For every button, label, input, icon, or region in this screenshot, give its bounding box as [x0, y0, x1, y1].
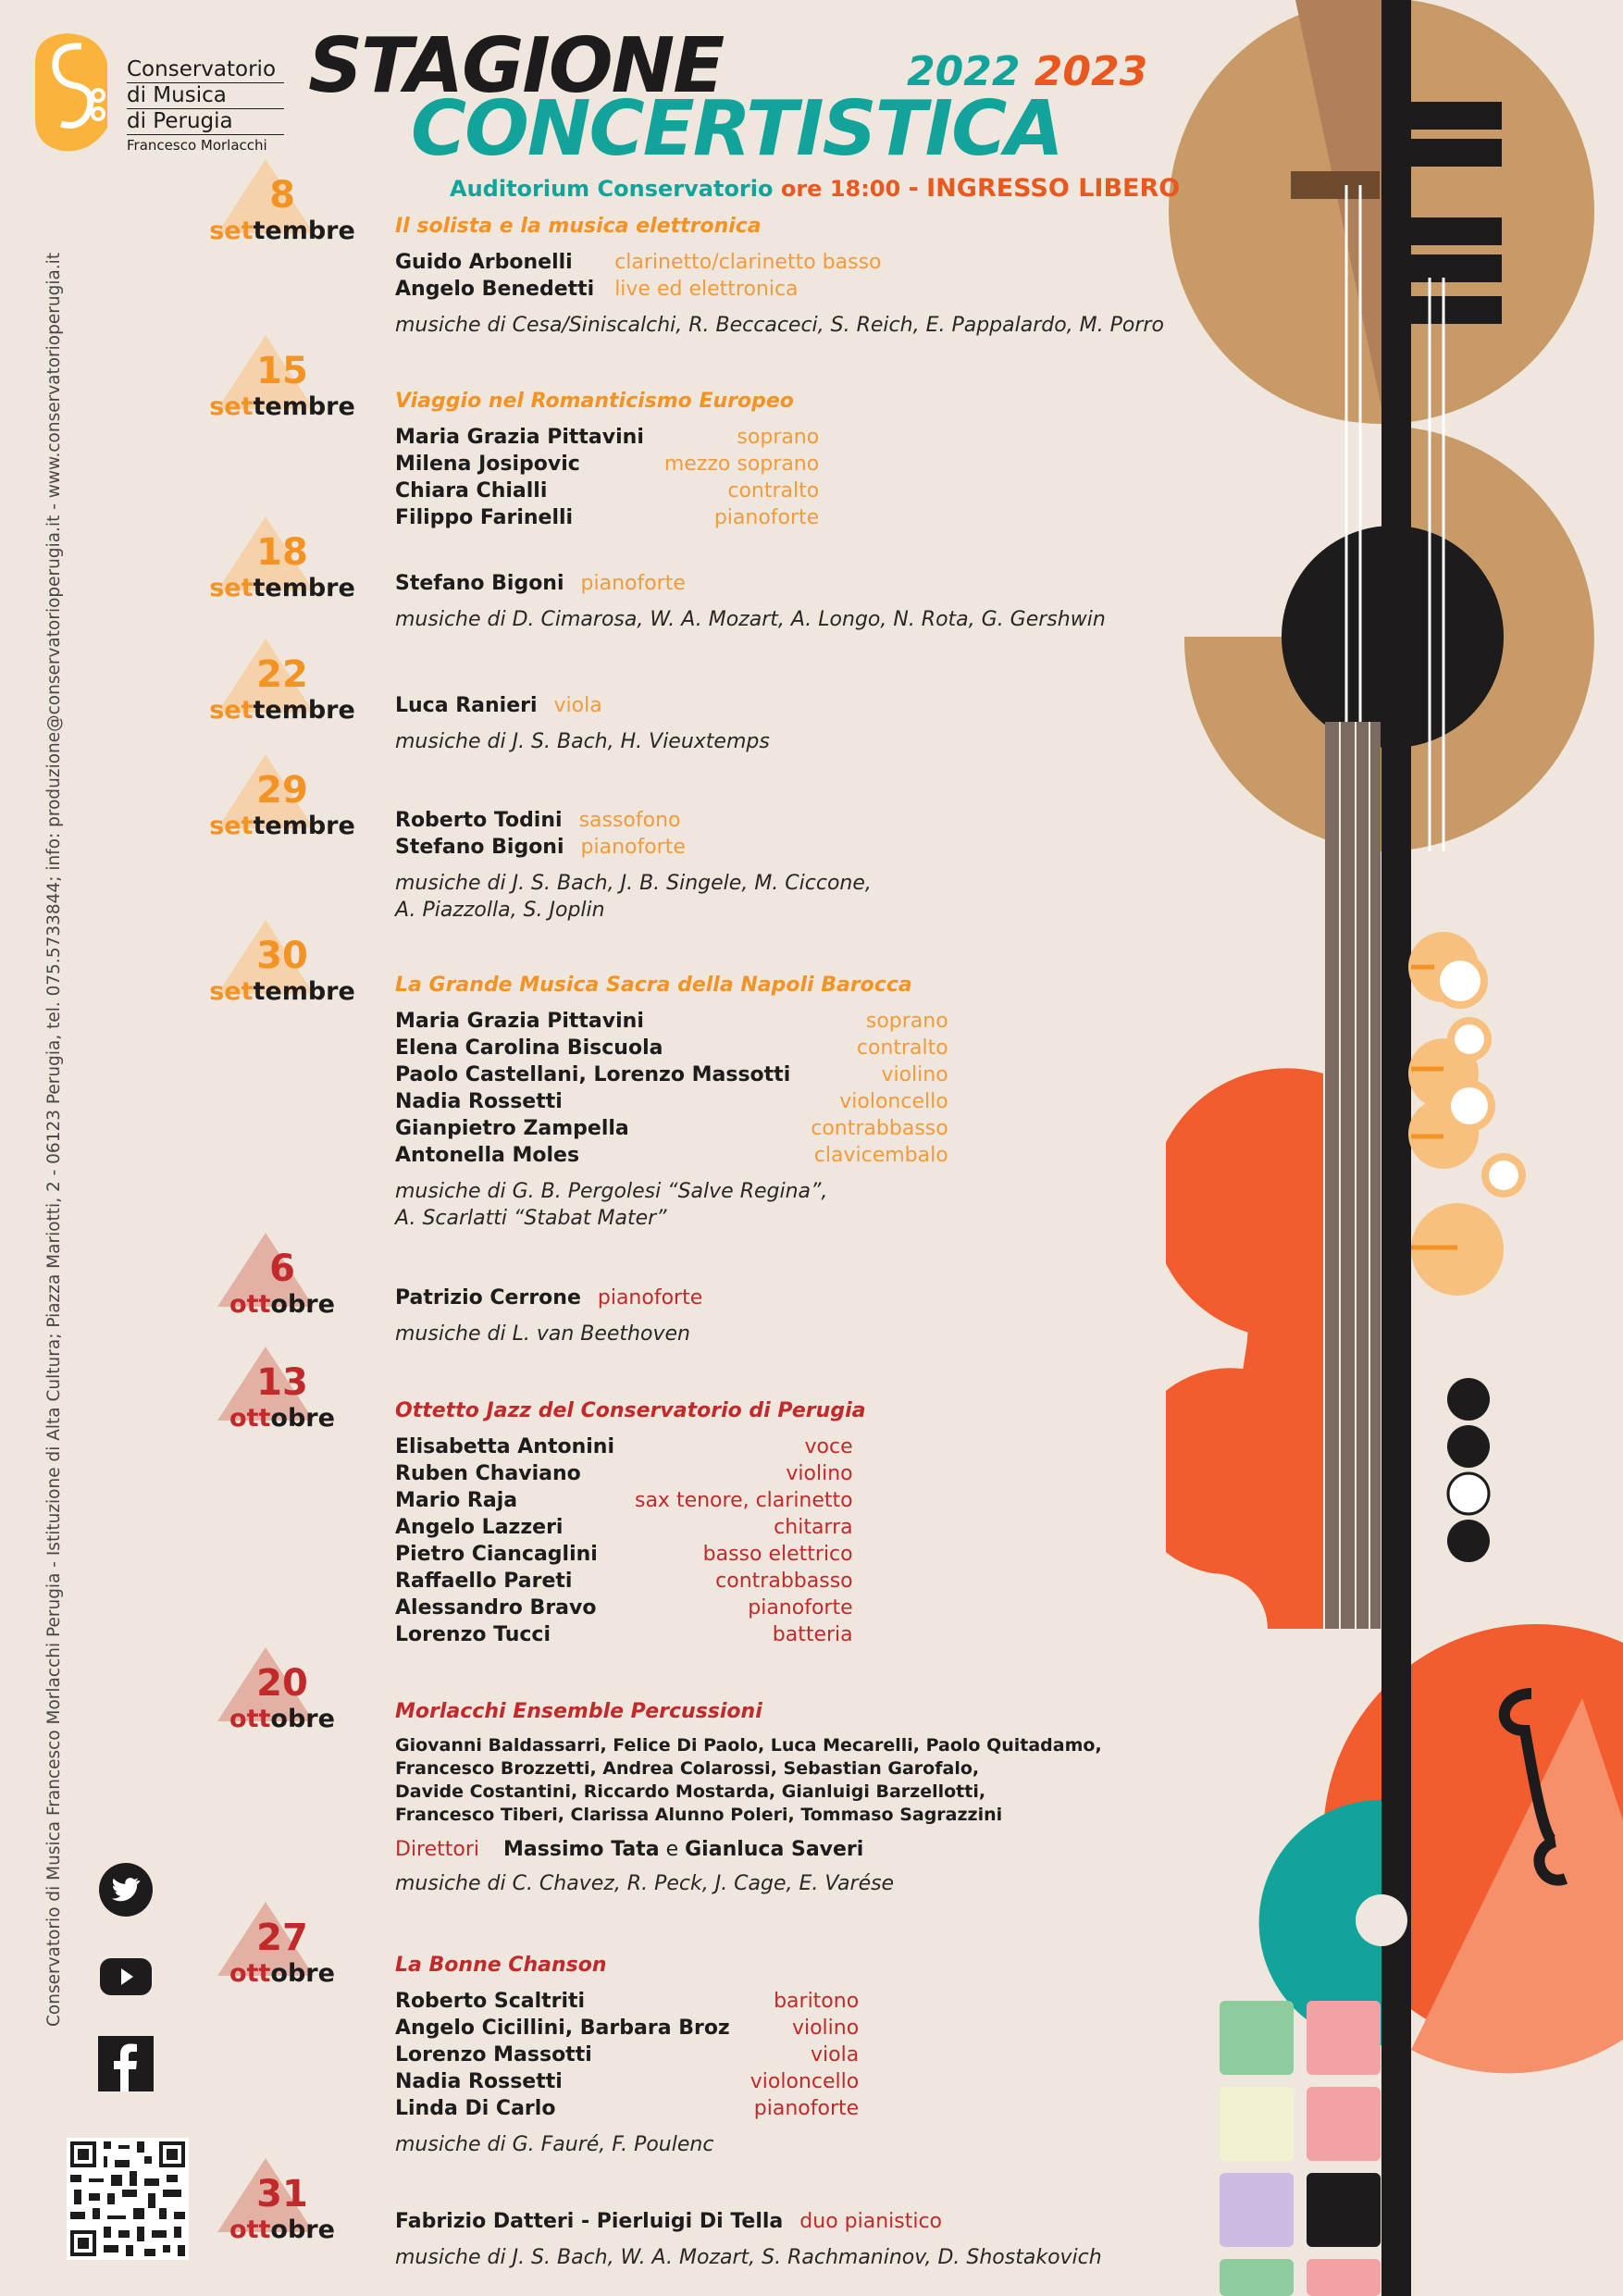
- performer-name: Lorenzo Tucci: [395, 1623, 551, 1646]
- event-title: Ottetto Jazz del Conservatorio di Perugia: [395, 1399, 866, 1422]
- date-badge: 29 settembre: [208, 754, 356, 856]
- performer-name: Lorenzo Massotti: [395, 2043, 592, 2066]
- sidebar-contact-text: Conservatorio di Musica Francesco Morlacchi Perugia - Istituzione di Alta Cultura; Piazza Mariotti, 2 - 06123 Perugia, tel. 075.5733844; info: produzione@conservatorioperugia.it - www.conservatorioperugia.it: [44, 252, 64, 2027]
- logo-text: [127, 57, 284, 155]
- music-program: musiche di Cesa/Siniscalchi, R. Beccaceci, S. Reich, E. Pappalardo, M. Porro: [395, 314, 1164, 337]
- performer-instrument: live ed elettronica: [614, 278, 799, 301]
- facebook-icon[interactable]: [98, 2036, 154, 2091]
- performer-instrument: clavicembalo: [813, 1144, 948, 1167]
- music-program: musiche di J. S. Bach, J. B. Singele, M. Ciccone, A. Piazzolla, S. Joplin: [395, 872, 872, 922]
- music-program: musiche di J. S. Bach, H. Vieuxtemps: [395, 730, 770, 753]
- performer-instrument: violino: [791, 2017, 860, 2040]
- music-program: musiche di G. B. Pergolesi “Salve Regina”, A. Scarlatti “Stabat Mater”: [395, 1180, 828, 1230]
- performer-name: Filippo Farinelli: [395, 506, 574, 529]
- event-31-oct: [395, 2208, 1102, 2271]
- performer-name: Angelo Cicillini, Barbara Broz: [395, 2017, 730, 2040]
- ensemble-members: Giovanni Baldassarri, Felice Di Paolo, Luca Mecarelli, Paolo Quitadamo, Francesco Brozzetti, Andrea Colarossi, Sebastian Garofalo, Davide Costantini, Riccardo Mostarda, Gianluigi Barzellotti, Francesco Tiberi, Clarissa Alunno Poleri, Tommaso Sagrazzini: [395, 1735, 1102, 1825]
- event-title: Viaggio nel Romanticismo Europeo: [395, 390, 794, 413]
- date-badge: 30 settembre: [208, 920, 356, 1022]
- performer-instrument: contralto: [727, 479, 820, 503]
- performer-instrument: violino: [881, 1063, 948, 1086]
- event-20-oct: [395, 1700, 1102, 1897]
- performer-instrument: violoncello: [839, 1090, 948, 1113]
- year-start: 2022: [907, 48, 1021, 95]
- event-27-oct: [395, 1954, 859, 2158]
- venue: Auditorium Conservatorio: [450, 176, 774, 202]
- date-badge: 13 ottobre: [208, 1347, 356, 1448]
- event-15-sept: [395, 390, 819, 531]
- date-badge: 15 settembre: [208, 335, 356, 437]
- music-program: musiche di J. S. Bach, W. A. Mozart, S. Rachmaninov, D. Shostakovich: [395, 2246, 1102, 2269]
- performer-instrument: sax tenore, clarinetto: [634, 1489, 853, 1512]
- performer-name: Roberto Scaltriti: [395, 1990, 586, 2013]
- qr-code-icon[interactable]: [67, 2138, 189, 2260]
- title-concertistica: CONCERTISTICA: [411, 85, 1062, 173]
- performer-name: Stefano Bigoni: [395, 572, 564, 595]
- performer-name: Stefano Bigoni: [395, 836, 564, 859]
- performer-name: Mario Raja: [395, 1489, 518, 1512]
- performer-name: Guido Arbonelli: [395, 251, 573, 274]
- season-years: [907, 48, 1147, 95]
- conservatory-logo-icon: [26, 26, 118, 155]
- performer-instrument: pianoforte: [748, 1596, 853, 1620]
- performer-name: Pietro Ciancaglini: [395, 1543, 598, 1566]
- music-program: musiche di C. Chavez, R. Peck, J. Cage, E. Varése: [395, 1872, 895, 1895]
- performer-instrument: sassofono: [578, 809, 681, 832]
- guitar-illustration: [1166, 0, 1623, 2296]
- event-title: La Grande Musica Sacra della Napoli Barocca: [395, 974, 912, 997]
- performer-instrument: soprano: [865, 1010, 948, 1033]
- performer-name: Raffaello Pareti: [395, 1570, 573, 1593]
- performer-instrument: contralto: [856, 1036, 948, 1060]
- event-8-sept: [395, 215, 1164, 339]
- performer-name: Paolo Castellani, Lorenzo Massotti: [395, 1063, 791, 1086]
- performer-name: Maria Grazia Pittavini: [395, 1010, 644, 1033]
- performer-name: Patrizio Cerrone: [395, 1286, 581, 1309]
- event-22-sept: [395, 692, 770, 755]
- event-30-sept: [395, 974, 948, 1232]
- performer-name: Angelo Benedetti: [395, 278, 595, 301]
- event-title: Morlacchi Ensemble Percussioni: [395, 1700, 762, 1723]
- entry-free: INGRESSO LIBERO: [926, 174, 1181, 203]
- performer-instrument: soprano: [737, 426, 820, 449]
- logo-line-1: Conservatorio: [127, 57, 284, 83]
- performer-instrument: baritono: [774, 1990, 860, 2013]
- performer-instrument: contrabbasso: [715, 1570, 853, 1593]
- event-6-oct: [395, 1285, 702, 1347]
- date-badge: 6 ottobre: [208, 1233, 356, 1334]
- logo-line-2: di Musica: [127, 83, 284, 109]
- performer-instrument: duo pianistico: [799, 2210, 943, 2233]
- performer-instrument: basso elettrico: [702, 1543, 853, 1566]
- directors: Direttori Massimo Tata e Gianluca Saveri: [395, 1838, 864, 1861]
- performer-name: Elena Carolina Biscuola: [395, 1036, 663, 1060]
- performer-name: Chiara Chialli: [395, 479, 548, 503]
- music-program: musiche di D. Cimarosa, W. A. Mozart, A. Longo, N. Rota, G. Gershwin: [395, 608, 1106, 631]
- logo-line-4: Francesco Morlacchi: [127, 137, 267, 154]
- event-title: Il solista e la musica elettronica: [395, 215, 762, 238]
- performer-name: Roberto Todini: [395, 809, 563, 832]
- event-18-sept: [395, 570, 1106, 633]
- performer-instrument: violoncello: [750, 2070, 860, 2093]
- performer-instrument: chitarra: [774, 1516, 853, 1539]
- performer-name: Linda Di Carlo: [395, 2097, 556, 2120]
- date-badge: 31 ottobre: [208, 2158, 356, 2260]
- performer-name: Milena Josipovic: [395, 453, 580, 476]
- performer-name: Antonella Moles: [395, 1144, 580, 1167]
- performer-name: Nadia Rossetti: [395, 2070, 563, 2093]
- title-stagione: STAGIONE: [308, 22, 724, 110]
- performer-instrument: viola: [553, 694, 602, 717]
- performer-instrument: pianoforte: [597, 1286, 703, 1309]
- performer-instrument: viola: [810, 2043, 860, 2066]
- youtube-icon[interactable]: [98, 1949, 154, 2004]
- performer-instrument: pianoforte: [713, 506, 820, 529]
- performer-name: Maria Grazia Pittavini: [395, 426, 644, 449]
- performer-instrument: pianoforte: [580, 836, 686, 859]
- venue-line: [450, 174, 1180, 203]
- performer-instrument: pianoforte: [753, 2097, 860, 2120]
- performer-name: Elisabetta Antonini: [395, 1435, 614, 1458]
- year-end: 2023: [1034, 48, 1148, 95]
- event-13-oct: [395, 1399, 865, 1648]
- performer-name: Nadia Rossetti: [395, 1090, 563, 1113]
- event-title: La Bonne Chanson: [395, 1954, 607, 1977]
- music-program: musiche di L. van Beethoven: [395, 1322, 690, 1346]
- performer-instrument: voce: [804, 1435, 853, 1458]
- event-29-sept: [395, 807, 872, 924]
- time: ore 18:00: [780, 176, 901, 202]
- logo-line-3: di Perugia: [127, 109, 284, 135]
- performer-instrument: mezzo soprano: [663, 453, 820, 476]
- dash: -: [908, 174, 919, 203]
- performer-name: Ruben Chaviano: [395, 1462, 581, 1485]
- twitter-icon[interactable]: [98, 1862, 154, 1917]
- date-badge: 18 settembre: [208, 516, 356, 618]
- performer-instrument: pianoforte: [580, 572, 686, 595]
- date-badge: 27 ottobre: [208, 1902, 356, 2004]
- performer-instrument: batteria: [772, 1623, 853, 1646]
- performer-instrument: clarinetto/clarinetto basso: [614, 251, 882, 274]
- date-badge: 22 settembre: [208, 639, 356, 740]
- performer-name: Fabrizio Datteri - Pierluigi Di Tella: [395, 2210, 784, 2233]
- performer-name: Alessandro Bravo: [395, 1596, 597, 1620]
- performer-instrument: violino: [786, 1462, 853, 1485]
- performer-instrument: contrabbasso: [811, 1117, 948, 1140]
- performer-name: Luca Ranieri: [395, 694, 538, 717]
- performer-name: Gianpietro Zampella: [395, 1117, 629, 1140]
- music-program: musiche di G. Fauré, F. Poulenc: [395, 2133, 714, 2156]
- date-badge: 8 settembre: [208, 159, 356, 261]
- date-badge: 20 ottobre: [208, 1647, 356, 1749]
- performer-name: Angelo Lazzeri: [395, 1516, 564, 1539]
